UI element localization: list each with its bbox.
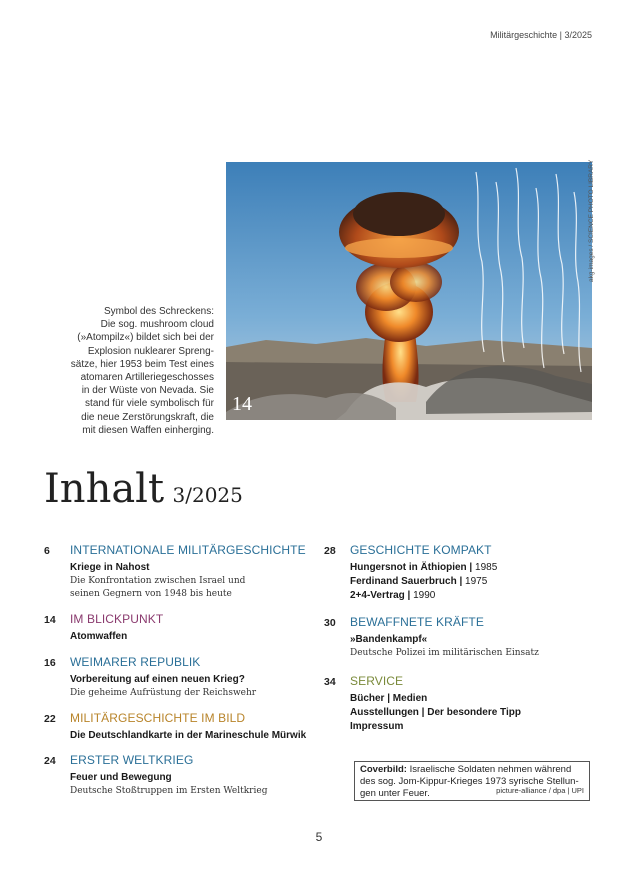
article-title: Ausstellungen | Der besondere Tipp (350, 707, 521, 718)
section-heading: IM BLICKPUNKT (70, 612, 164, 626)
photo-caption (34, 305, 214, 437)
section-heading: SERVICE (350, 674, 404, 688)
page-number-ref: 28 (324, 545, 336, 557)
cover-line: des sog. Jom-Kippur-Krieges 1973 syrische Stellun- (360, 776, 579, 787)
item-text: Ferdinand Sauerbruch (350, 576, 457, 587)
page-number-ref: 16 (44, 657, 56, 669)
caption-line: in der Wüste von Nevada. Sie (81, 385, 214, 397)
mushroom-cloud-photo (226, 162, 592, 420)
cover-line: gen unter Feuer. (360, 788, 430, 799)
caption-line: Die sog. mushroom cloud (100, 319, 214, 331)
caption-line: die neue Zerstörungskraft, die (81, 411, 214, 423)
cover-credit: picture-alliance / dpa | UPI (496, 786, 584, 795)
photo-page-ref: 14 (232, 393, 252, 415)
section-heading: WEIMARER REPUBLIK (70, 655, 201, 669)
caption-line: Symbol des Schreckens: (103, 306, 214, 317)
article-title: Vorbereitung auf einen neuen Krieg? (70, 674, 245, 685)
photo-credit: akg-images / SCIENCE PHOTO LIBRARY (588, 159, 595, 282)
running-head: Militärgeschichte | 3/2025 (490, 30, 592, 40)
page-number-ref: 14 (44, 614, 56, 626)
toc-issue: 3/2025 (172, 483, 243, 507)
page-number-ref: 6 (44, 545, 50, 557)
cover-label: Coverbild: (360, 764, 407, 775)
article-desc: Deutsche Stoßtruppen im Ersten Weltkrieg (70, 786, 268, 796)
cover-text: Israelische Soldaten nehmen während (409, 764, 572, 775)
caption-line: mit diesen Waffen einherging. (82, 424, 214, 436)
page-number: 5 (315, 830, 323, 844)
section-heading: MILITÄRGESCHICHTE IM BILD (70, 711, 246, 725)
article-desc: Deutsche Polizei im militärischen Einsatz (350, 648, 539, 658)
article-desc: seinen Gegnern von 1948 bis heute (70, 589, 232, 599)
article-desc: Die geheime Aufrüstung der Reichswehr (70, 688, 257, 698)
caption-line: (»Atompilz«) bildet sich bei der (77, 332, 214, 344)
toc-heading (44, 466, 243, 512)
item-text: 2+4-Vertrag (350, 590, 405, 601)
article-title: Ferdinand Sauerbruch | 1975 (350, 576, 488, 587)
article-desc: Die Konfrontation zwischen Israel und (70, 576, 246, 586)
page-number-ref: 34 (324, 676, 336, 688)
article-title: Hungersnot in Äthiopien | 1985 (350, 562, 498, 573)
cover-line (360, 764, 584, 776)
article-title: Bücher | Medien (350, 693, 428, 704)
article-title: Feuer und Bewegung (70, 772, 172, 783)
item-year: 1985 (475, 562, 498, 573)
item-year: 1990 (413, 590, 436, 601)
section-heading: ERSTER WELTKRIEG (70, 753, 194, 767)
toc-title: Inhalt (44, 466, 165, 512)
page-number-ref: 30 (324, 617, 336, 629)
caption-line: atomaren Artilleriegeschosses (80, 372, 214, 384)
article-title: Atomwaffen (70, 631, 128, 642)
caption-line: stand für viele symbolisch für (85, 398, 214, 410)
article-title: »Bandenkampf« (350, 634, 428, 645)
article-title: 2+4-Vertrag | 1990 (350, 590, 436, 601)
article-title: Impressum (350, 721, 404, 732)
article-title: Die Deutschlandkarte in der Marineschule Mürwik (70, 730, 307, 741)
caption-line: Explosion nuklearer Spreng- (87, 345, 214, 357)
item-year: 1975 (465, 576, 488, 587)
item-text: Hungersnot in Äthiopien (350, 562, 467, 573)
section-heading: GESCHICHTE KOMPAKT (350, 543, 492, 557)
section-heading: BEWAFFNETE KRÄFTE (350, 615, 484, 629)
cover-caption-box (354, 761, 590, 801)
section-heading: INTERNATIONALE MILITÄRGESCHICHTE (70, 543, 306, 557)
page-number-ref: 24 (44, 755, 56, 767)
article-title: Kriege in Nahost (70, 562, 150, 573)
caption-line: sätze, hier 1953 beim Test eines (70, 358, 214, 370)
page-number-ref: 22 (44, 713, 56, 725)
